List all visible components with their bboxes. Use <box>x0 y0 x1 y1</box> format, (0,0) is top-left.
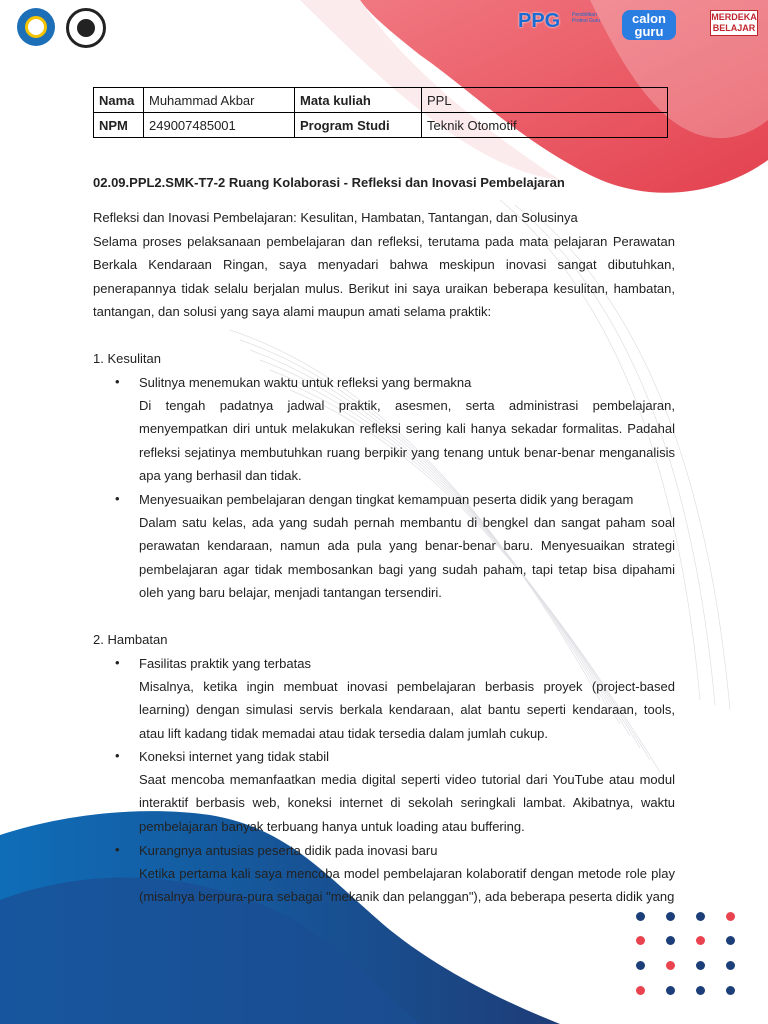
decorative-dot <box>696 961 705 970</box>
decorative-dot <box>636 936 645 945</box>
intro-paragraph: Selama proses pelaksanaan pembelajaran dan refleksi, terutama pada mata pelajaran Perawatan Berkala Kendaraan Ringan, saya menyadari bahwa meskipun inovasi sangat dibutuhkan, penerapannya tidak selalu berjalan mulus. Berikut ini saya uraikan beberapa kesulitan, hambatan, tantangan, dan solusi yang saya alami maupun amati selama praktik: <box>93 234 675 319</box>
bullet-icon: • <box>115 842 120 857</box>
intro-subtitle: Refleksi dan Inovasi Pembelajaran: Kesulitan, Hambatan, Tantangan, dan Solusinya <box>93 210 578 225</box>
student-info-table <box>93 87 668 138</box>
value-nama: Muhammad Akbar <box>144 88 295 113</box>
document-title: 02.09.PPL2.SMK-T7-2 Ruang Kolaborasi - Refleksi dan Inovasi Pembelajaran <box>93 175 565 190</box>
university-seal-logo <box>66 8 106 48</box>
bullet-icon: • <box>115 748 120 763</box>
table-row <box>94 88 668 113</box>
value-program-studi: Teknik Otomotif <box>422 113 668 138</box>
label-nama: Nama <box>94 88 144 113</box>
bullet-icon: • <box>115 491 120 506</box>
decorative-dot <box>636 961 645 970</box>
bullet-icon: • <box>115 655 120 670</box>
decorative-dot <box>696 986 705 995</box>
calon-guru-logo: calon guru <box>622 10 676 40</box>
section-heading-hambatan: 2. Hambatan <box>93 632 168 647</box>
decorative-dot <box>726 912 735 921</box>
decorative-dot <box>696 936 705 945</box>
decorative-dot <box>666 936 675 945</box>
list-item-body: Di tengah padatnya jadwal praktik, asesmen, serta administrasi pembelajaran, menyempatkan diri untuk melakukan refleksi sering kali hanya sekadar formalitas. Padahal refleksi sejatinya membutuhkan ruang berpikir yang tenang untuk benar-benar menganalisis apa yang berhasil dan tidak. <box>139 398 675 483</box>
decorative-dot <box>666 986 675 995</box>
decorative-dot <box>636 912 645 921</box>
kemdikbud-logo <box>17 8 55 46</box>
table-row <box>94 113 668 138</box>
ppg-logo-subtitle: Pendidikan Profesi Guru <box>572 12 601 24</box>
list-item-title: Fasilitas praktik yang terbatas <box>139 656 311 671</box>
decorative-dot <box>726 936 735 945</box>
bullet-icon: • <box>115 374 120 389</box>
decorative-dot <box>636 986 645 995</box>
decorative-dot <box>666 961 675 970</box>
merdeka-belajar-logo: MERDEKA BELAJAR <box>710 10 758 36</box>
decorative-dot <box>666 912 675 921</box>
value-mata-kuliah: PPL <box>422 88 668 113</box>
list-item-title: Koneksi internet yang tidak stabil <box>139 749 330 764</box>
label-program-studi: Program Studi <box>295 113 422 138</box>
ppg-logo: PPG <box>518 10 561 32</box>
list-item-body: Saat mencoba memanfaatkan media digital seperti video tutorial dari YouTube atau modul interaktif berbasis web, koneksi internet di sekolah seringkali lambat. Akibatnya, waktu pembelajaran banyak terbuang hanya untuk loading atau buffering. <box>139 772 675 834</box>
label-mata-kuliah: Mata kuliah <box>295 88 422 113</box>
list-item-body: Dalam satu kelas, ada yang sudah pernah membantu di bengkel dan sangat paham soal perawatan kendaraan, namun ada pula yang benar-benar baru. Menyesuaikan strategi pembelajaran agar tidak membosankan bagi yang sudah paham, tapi tetap bisa dipahami oleh yang baru belajar, menjadi tantangan tersendiri. <box>139 515 675 600</box>
decorative-dot <box>726 986 735 995</box>
decorative-dot <box>696 912 705 921</box>
decorative-dot <box>726 961 735 970</box>
list-item-body: Misalnya, ketika ingin membuat inovasi pembelajaran berbasis proyek (project-based learning) dengan simulasi servis berkala kendaraan, alat bantu seperti kendaraan, tools, atau lift kadang tidak memadai atau tidak tersedia dalam jumlah cukup. <box>139 679 675 741</box>
list-item-title: Kurangnya antusias peserta didik pada inovasi baru <box>139 843 438 858</box>
list-item-title: Menyesuaikan pembelajaran dengan tingkat kemampuan peserta didik yang beragam <box>139 492 634 507</box>
label-npm: NPM <box>94 113 144 138</box>
value-npm: 249007485001 <box>144 113 295 138</box>
decorative-dot-grid <box>630 906 750 1006</box>
list-item-body: Ketika pertama kali saya mencoba model pembelajaran kolaboratif dengan metode role play (misalnya berpura-pura sebagai "mekanik dan pelanggan"), ada beberapa peserta didik yang <box>139 866 675 905</box>
section-heading-kesulitan: 1. Kesulitan <box>93 351 161 366</box>
list-item-title: Sulitnya menemukan waktu untuk refleksi yang bermakna <box>139 375 472 390</box>
